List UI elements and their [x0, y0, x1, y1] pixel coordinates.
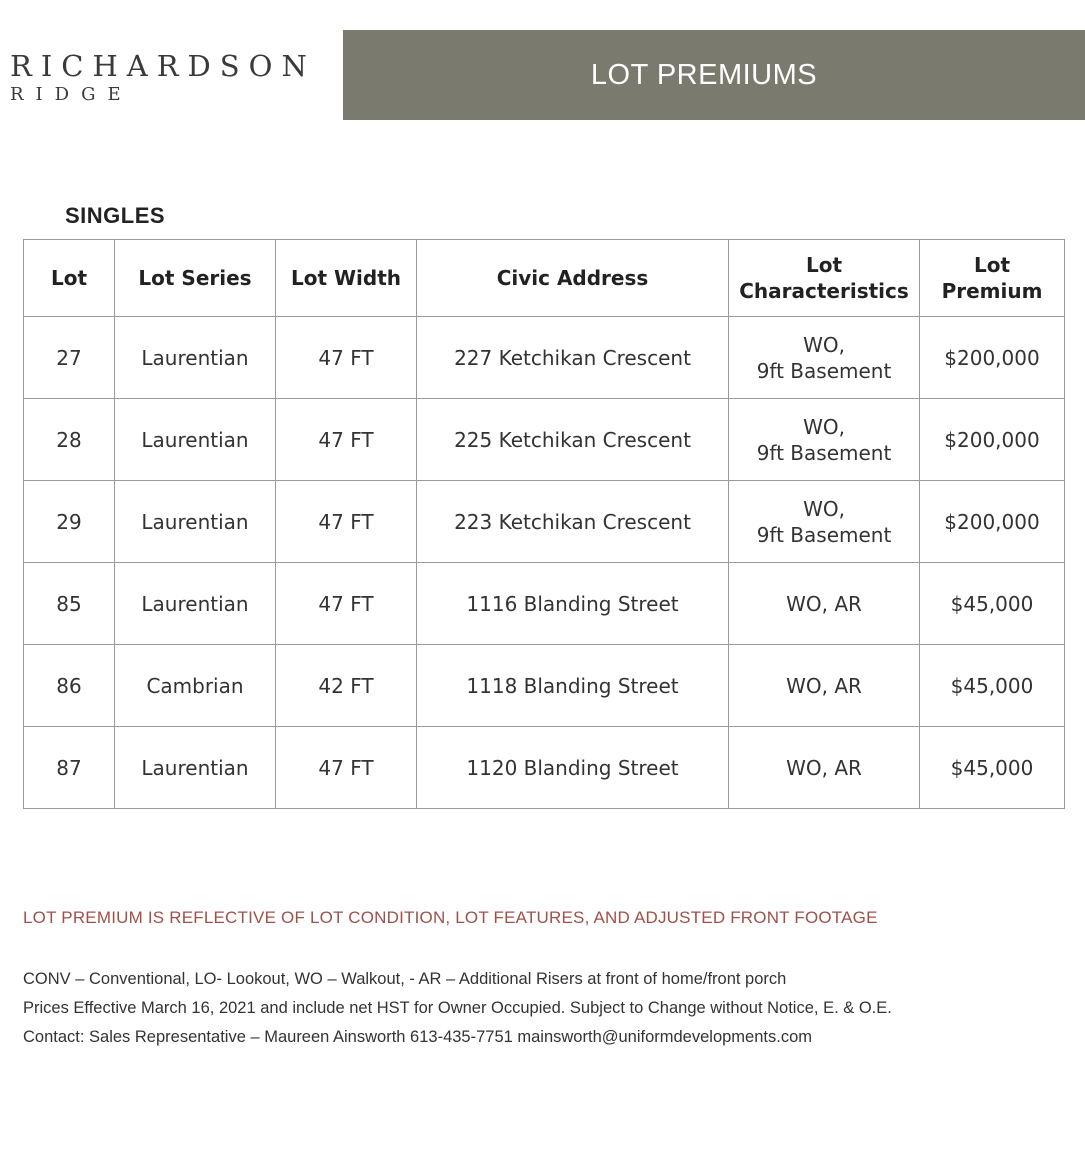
cell-lot-premium: $45,000 [920, 645, 1065, 727]
header-lot-characteristics-line2: Characteristics [739, 279, 909, 303]
table-row [24, 727, 1065, 809]
cell-lot-width: 47 FT [276, 317, 417, 399]
header-lot-series: Lot Series [115, 240, 276, 317]
header-band [343, 30, 1085, 120]
cell-lot-characteristics [729, 481, 920, 563]
table-header-row [24, 240, 1065, 317]
brand-subname: RIDGE [10, 84, 133, 105]
cell-lot-characteristics [729, 727, 920, 809]
cell-lot-width: 42 FT [276, 645, 417, 727]
premium-note: LOT PREMIUM IS REFLECTIVE OF LOT CONDITION, LOT FEATURES, AND ADJUSTED FRONT FOOTAGE [23, 908, 878, 927]
header-lot-premium-line1: Lot [973, 253, 1011, 277]
cell-lot: 86 [24, 645, 115, 727]
cell-lot-width: 47 FT [276, 727, 417, 809]
cell-lot-series: Cambrian [115, 645, 276, 727]
cell-lot-series: Laurentian [115, 727, 276, 809]
cell-lot-width: 47 FT [276, 481, 417, 563]
lot-premiums-table [23, 239, 1065, 809]
characteristics-line: WO, [803, 332, 845, 357]
characteristics-line: WO, [803, 414, 845, 439]
characteristics-line: WO, AR [786, 755, 862, 780]
legend-note: CONV – Conventional, LO- Lookout, WO – Walkout, - AR – Additional Risers at front of home/front porch [23, 970, 787, 988]
cell-lot-premium: $45,000 [920, 727, 1065, 809]
cell-lot-premium: $200,000 [920, 481, 1065, 563]
cell-civic-address: 223 Ketchikan Crescent [417, 481, 729, 563]
cell-lot-characteristics [729, 563, 920, 645]
cell-lot: 28 [24, 399, 115, 481]
page-title: LOT PREMIUMS [590, 58, 818, 91]
cell-lot-premium: $200,000 [920, 399, 1065, 481]
characteristics-line: 9ft Basement [756, 440, 892, 465]
characteristics-line: WO, AR [786, 591, 862, 616]
cell-civic-address: 227 Ketchikan Crescent [417, 317, 729, 399]
header-lot-premium-line2: Premium [941, 279, 1043, 303]
contact-note: Contact: Sales Representative – Maureen Ainsworth 613-435-7751 mainsworth@uniformdevelopments.com [23, 1028, 812, 1046]
section-title: SINGLES [65, 203, 166, 228]
cell-lot-characteristics [729, 317, 920, 399]
header-lot-characteristics [729, 240, 920, 317]
cell-lot-series: Laurentian [115, 399, 276, 481]
characteristics-line: 9ft Basement [756, 358, 892, 383]
table-row [24, 481, 1065, 563]
cell-civic-address: 1120 Blanding Street [417, 727, 729, 809]
cell-lot-series: Laurentian [115, 317, 276, 399]
cell-lot-characteristics [729, 645, 920, 727]
footer-notes [23, 965, 892, 1052]
cell-lot-series: Laurentian [115, 563, 276, 645]
cell-lot: 87 [24, 727, 115, 809]
header-lot: Lot [24, 240, 115, 317]
cell-civic-address: 225 Ketchikan Crescent [417, 399, 729, 481]
header-lot-premium [920, 240, 1065, 317]
table-body [24, 317, 1065, 809]
table-row [24, 563, 1065, 645]
header-lot-characteristics-line1: Lot [805, 253, 843, 277]
cell-lot: 29 [24, 481, 115, 563]
cell-lot-premium: $45,000 [920, 563, 1065, 645]
brand-name: RICHARDSON [10, 49, 316, 83]
header-civic-address: Civic Address [417, 240, 729, 317]
header-lot-width: Lot Width [276, 240, 417, 317]
cell-civic-address: 1118 Blanding Street [417, 645, 729, 727]
cell-lot: 27 [24, 317, 115, 399]
cell-lot-series: Laurentian [115, 481, 276, 563]
characteristics-line: 9ft Basement [756, 522, 892, 547]
table-row [24, 645, 1065, 727]
cell-lot-width: 47 FT [276, 563, 417, 645]
cell-lot-characteristics [729, 399, 920, 481]
cell-civic-address: 1116 Blanding Street [417, 563, 729, 645]
cell-lot: 85 [24, 563, 115, 645]
characteristics-line: WO, [803, 496, 845, 521]
brand-logo [10, 50, 316, 106]
cell-lot-width: 47 FT [276, 399, 417, 481]
characteristics-line: WO, AR [786, 673, 862, 698]
table-row [24, 317, 1065, 399]
table-row [24, 399, 1065, 481]
cell-lot-premium: $200,000 [920, 317, 1065, 399]
pricing-note: Prices Effective March 16, 2021 and include net HST for Owner Occupied. Subject to Change without Notice, E. & O.E. [23, 999, 892, 1017]
